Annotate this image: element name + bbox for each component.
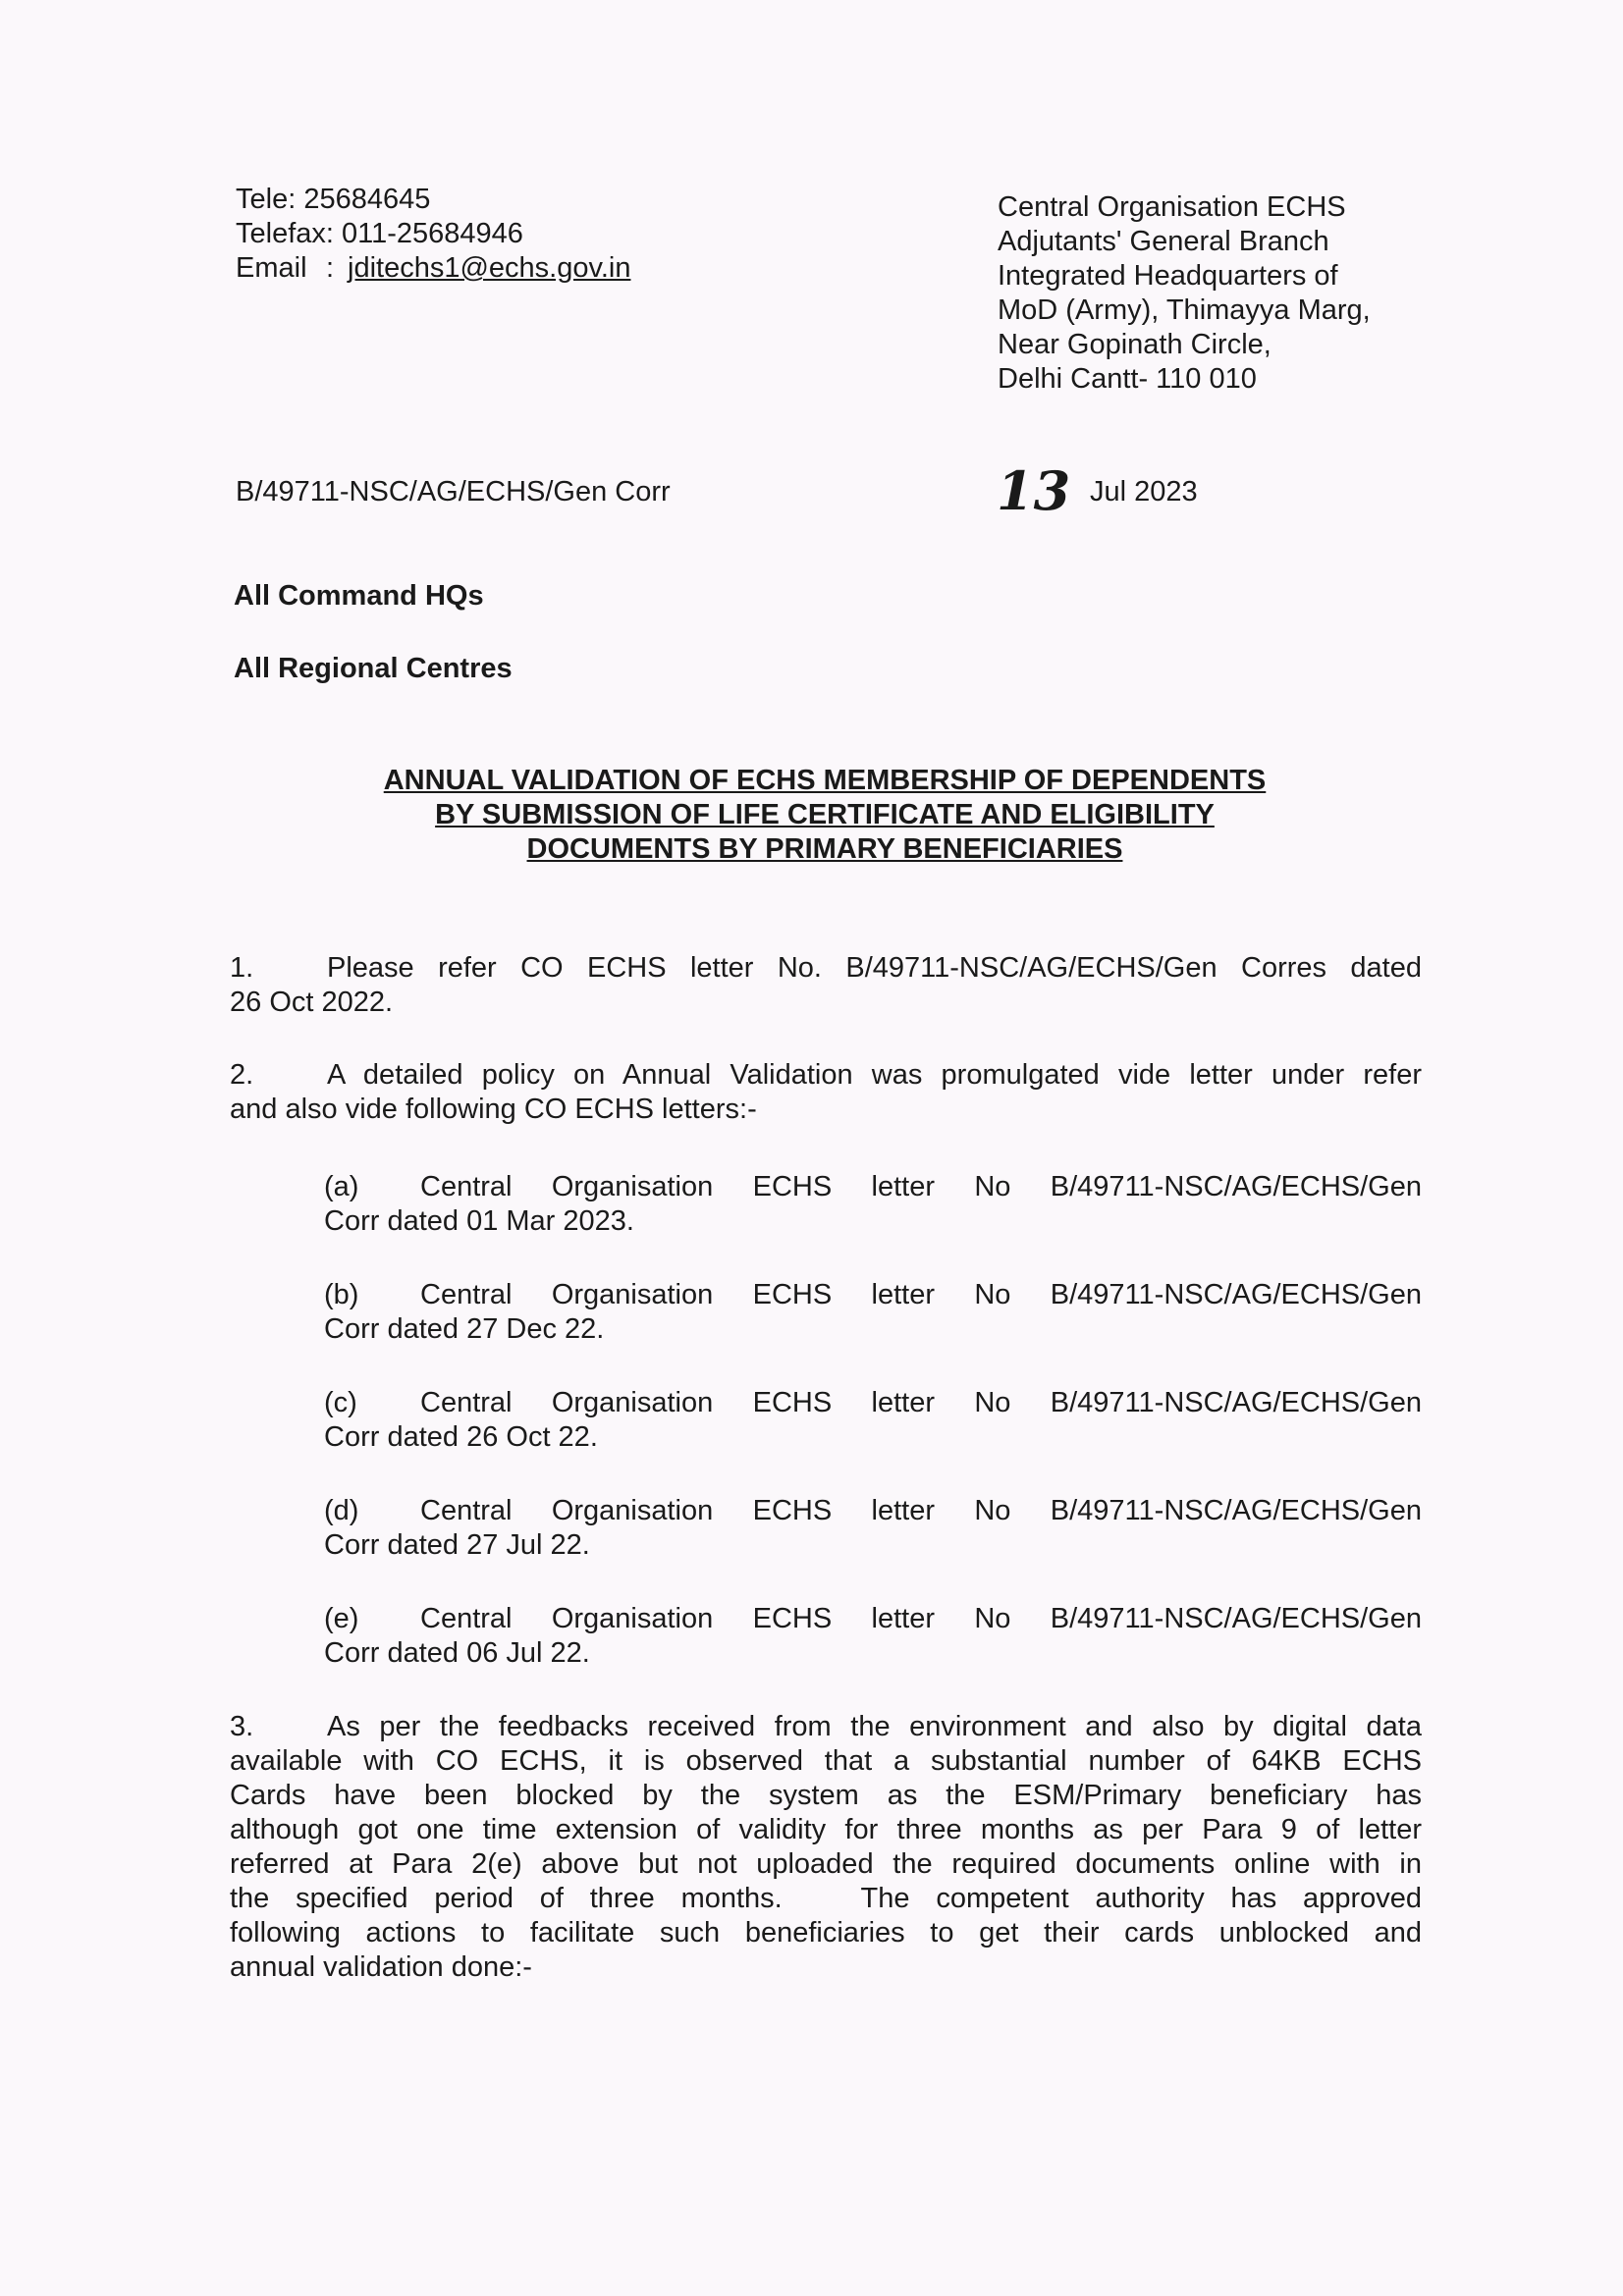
addressee-command-hqs: All Command HQs: [234, 580, 484, 612]
email-link[interactable]: jditechs1@echs.gov.in: [348, 252, 631, 284]
paragraph-text: annual validation done:-: [230, 1951, 532, 1983]
paragraph-number: 3.: [230, 1711, 254, 1742]
paragraph-1: [230, 951, 1422, 1020]
sub-item-text: Central Organisation ECHS letter No B/49711-NSC/AG/ECHS/Gen: [420, 1279, 1422, 1310]
sub-item-text: Central Organisation ECHS letter No B/49711-NSC/AG/ECHS/Gen: [420, 1387, 1422, 1418]
sub-item-mark: (b): [324, 1279, 359, 1310]
paragraph-text: available with CO ECHS, it is observed that a substantial number of 64KB ECHS: [230, 1745, 1422, 1777]
email-label: Email: [236, 252, 307, 284]
paragraph-text: and also vide following CO ECHS letters:-: [230, 1094, 757, 1125]
paragraph-number: 1.: [230, 952, 254, 984]
sub-item-text: Corr dated 01 Mar 2023.: [324, 1205, 634, 1237]
paragraph-text: although got one time extension of validity for three months as per Para 9 of letter: [230, 1814, 1422, 1845]
sub-item-b: [324, 1278, 1422, 1347]
sub-item-d: [324, 1494, 1422, 1563]
address-line: Adjutants' General Branch: [998, 226, 1329, 257]
address-line: MoD (Army), Thimayya Marg,: [998, 294, 1371, 326]
paragraph-text: following actions to facilitate such beneficiaries to get their cards unblocked and: [230, 1917, 1422, 1949]
tele-line: Tele: 25684645: [236, 184, 431, 215]
contact-block: [236, 183, 785, 286]
paragraph-2: [230, 1058, 1422, 1127]
paragraph-text: 26 Oct 2022.: [230, 987, 394, 1018]
date-month-year: Jul 2023: [1090, 476, 1198, 507]
paragraph-number: 2.: [230, 1059, 254, 1091]
address-line: Near Gopinath Circle,: [998, 329, 1271, 360]
handwritten-date-day: 13: [997, 459, 1071, 522]
paragraph-text: Cards have been blocked by the system as the ESM/Primary beneficiary has: [230, 1780, 1422, 1811]
sub-item-c: [324, 1386, 1422, 1455]
organisation-address: [998, 190, 1547, 397]
reference-number: B/49711-NSC/AG/ECHS/Gen Corr: [236, 476, 671, 507]
sub-item-e: [324, 1602, 1422, 1671]
sub-item-a: [324, 1170, 1422, 1239]
sub-item-mark: (d): [324, 1495, 359, 1526]
sub-item-mark: (a): [324, 1171, 359, 1202]
paragraph-3: [230, 1710, 1422, 1985]
email-separator: :: [326, 252, 335, 284]
subject-line: BY SUBMISSION OF LIFE CERTIFICATE AND ELIGIBILITY: [435, 799, 1215, 830]
sub-item-text: Corr dated 06 Jul 22.: [324, 1637, 590, 1669]
sub-item-text: Central Organisation ECHS letter No B/49711-NSC/AG/ECHS/Gen: [420, 1171, 1422, 1202]
addressee-regional-centres: All Regional Centres: [234, 653, 513, 684]
paragraph-text: the specified period of three months. The competent authority has approved: [230, 1883, 1422, 1914]
sub-item-text: Corr dated 27 Dec 22.: [324, 1313, 605, 1345]
paragraph-text: Please refer CO ECHS letter No. B/49711-NSC/AG/ECHS/Gen Corres dated: [327, 952, 1422, 984]
address-line: Central Organisation ECHS: [998, 191, 1346, 223]
sub-item-mark: (e): [324, 1603, 359, 1634]
sub-item-mark: (c): [324, 1387, 357, 1418]
sub-item-text: Corr dated 27 Jul 22.: [324, 1529, 590, 1561]
subject-line: DOCUMENTS BY PRIMARY BENEFICIARIES: [526, 833, 1123, 865]
subject-heading: [295, 764, 1355, 867]
paragraph-text: referred at Para 2(e) above but not uploaded the required documents online with in: [230, 1848, 1422, 1880]
sub-item-text: Central Organisation ECHS letter No B/49711-NSC/AG/ECHS/Gen: [420, 1603, 1422, 1634]
sub-item-text: Central Organisation ECHS letter No B/49711-NSC/AG/ECHS/Gen: [420, 1495, 1422, 1526]
telefax-line: Telefax: 011-25684946: [236, 218, 523, 249]
sub-item-text: Corr dated 26 Oct 22.: [324, 1421, 598, 1453]
subject-line: ANNUAL VALIDATION OF ECHS MEMBERSHIP OF DEPENDENTS: [383, 765, 1267, 796]
address-line: Integrated Headquarters of: [998, 260, 1338, 292]
paragraph-text: As per the feedbacks received from the environment and also by digital data: [327, 1711, 1422, 1742]
email-line: [236, 251, 785, 286]
paragraph-text: A detailed policy on Annual Validation was promulgated vide letter under refer: [327, 1059, 1422, 1091]
address-line: Delhi Cantt- 110 010: [998, 363, 1257, 395]
